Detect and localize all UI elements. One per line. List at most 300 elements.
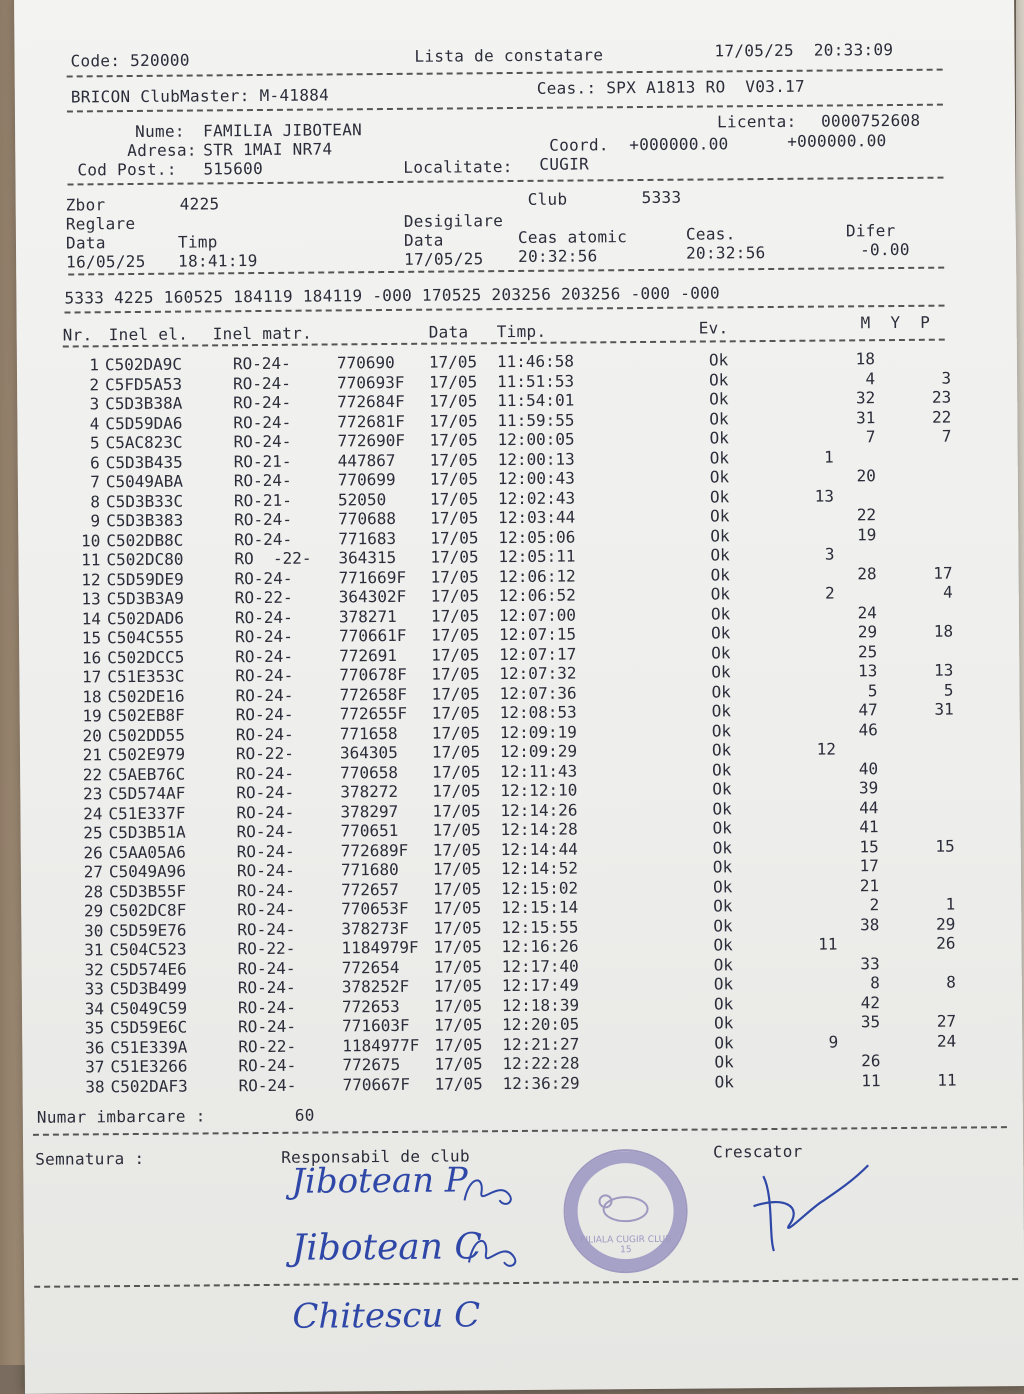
cell-el: C502DC8F (109, 900, 187, 921)
cell-matr: 770658 (340, 762, 399, 782)
cell-ev: Ok (709, 467, 730, 487)
cell-p: 8 (946, 972, 956, 992)
cell-time: 12:07:15 (498, 624, 577, 645)
report-sheet (14, 0, 1024, 1394)
cell-nr: 12 (81, 569, 101, 589)
cell-date: 17/05 (433, 937, 482, 957)
code-line: 5333 4225 160525 184119 184119 -000 170525 203256 203256 -000 -000 (64, 283, 721, 308)
cell-date: 17/05 (433, 956, 482, 977)
cell-matr: 770653F (341, 898, 409, 919)
cell-nr: 35 (84, 1018, 105, 1038)
coord-label: Coord. (549, 135, 609, 155)
cell-time: 12:18:39 (501, 995, 580, 1015)
desigilare-date: 17/05/25 (404, 249, 484, 269)
cell-m: 11 (818, 934, 838, 954)
cell-time: 11:54:01 (497, 390, 575, 411)
cell-date: 17/05 (431, 742, 481, 762)
cell-nr: 7 (90, 472, 100, 492)
cell-nr: 20 (82, 725, 102, 745)
reglare-date: 16/05/25 (66, 251, 146, 272)
cell-matr: 364302F (338, 586, 407, 607)
cell-ro: RO-22- (237, 938, 296, 959)
cell-p: 26 (936, 933, 956, 953)
cell-el: C5D3B38A (105, 393, 183, 414)
cell-ev: Ok (708, 350, 729, 370)
cell-date: 17/05 (428, 371, 478, 392)
cell-time: 12:14:28 (500, 819, 578, 840)
cell-nr: 1 (89, 355, 100, 375)
owner-name: FAMILIA JIBOTEAN (203, 120, 363, 141)
cell-y: 8 (870, 973, 880, 993)
embark-count: 60 (294, 1105, 315, 1125)
cell-el: C5D3B435 (105, 452, 183, 472)
cell-el: C5D59E6C (110, 1017, 188, 1038)
cell-el: C5AC823C (105, 432, 183, 453)
cell-ro: RO-24- (235, 724, 294, 744)
cell-time: 12:07:36 (499, 683, 577, 703)
cell-ev: Ok (711, 681, 731, 701)
cell-nr: 37 (85, 1057, 105, 1077)
col-ev: Ev. (698, 318, 729, 338)
cell-time: 12:15:55 (501, 917, 579, 937)
cell-date: 17/05 (431, 722, 481, 743)
cell-nr: 28 (83, 881, 104, 901)
cell-y: 4 (865, 368, 876, 388)
cell-y: 15 (859, 836, 879, 856)
postal-code: 515600 (203, 158, 264, 179)
cell-p: 18 (933, 621, 954, 641)
cell-y: 7 (865, 427, 876, 447)
cell-time: 12:16:26 (501, 936, 579, 957)
col-inel-el: Inel el. (108, 324, 189, 345)
cell-el: C5D3B55F (108, 881, 187, 901)
cell-ev: Ok (709, 389, 729, 409)
cell-date: 17/05 (432, 859, 482, 879)
coord-2: +000000.00 (787, 131, 887, 151)
cell-nr: 14 (81, 608, 101, 628)
cell-matr: 772655F (339, 703, 408, 724)
semnatura-label: Semnatura : (35, 1148, 145, 1169)
cell-ev: Ok (711, 662, 731, 682)
cell-ro: RO-24- (233, 412, 292, 432)
cell-nr: 32 (84, 959, 104, 979)
cell-time: 12:21:27 (502, 1034, 580, 1054)
cell-time: 12:14:26 (500, 800, 578, 820)
cell-time: 12:15:02 (500, 878, 579, 898)
cell-matr: 378272 (340, 781, 399, 802)
cell-time: 12:00:43 (497, 468, 575, 489)
cell-ev: Ok (709, 447, 730, 467)
cell-time: 12:17:40 (501, 956, 579, 976)
cell-date: 17/05 (434, 1015, 483, 1035)
cell-y: 31 (856, 407, 876, 427)
cell-ro: RO-24- (234, 529, 293, 549)
divider (68, 177, 944, 186)
cell-el: C502DD55 (107, 725, 185, 745)
grower-signature (743, 1155, 874, 1256)
cell-ev: Ok (712, 857, 733, 877)
cell-y: 35 (860, 1012, 881, 1032)
cell-time: 12:12:10 (500, 780, 578, 801)
cell-ev: Ok (712, 759, 732, 779)
cell-matr: 52050 (337, 489, 387, 509)
system-id: BRICON ClubMaster: M-41884 (70, 85, 330, 107)
cell-y: 47 (858, 700, 878, 720)
cell-nr: 2 (89, 374, 100, 394)
cell-matr: 770667F (342, 1074, 411, 1094)
cell-el: C502E979 (107, 744, 186, 765)
cell-ev: Ok (710, 545, 730, 565)
cell-p: 31 (934, 699, 954, 719)
cell-date: 17/05 (430, 527, 479, 548)
cell-ro: RO-24- (233, 373, 291, 393)
cell-el: C5049ABA (105, 471, 183, 492)
cell-nr: 27 (83, 862, 103, 882)
license-label: Licenta: (716, 111, 797, 132)
cell-ro: RO-24- (235, 685, 294, 705)
cell-m: 3 (824, 544, 835, 564)
cell-ro: RO-24- (235, 665, 294, 686)
cell-ro: RO-21- (233, 451, 292, 471)
cell-nr: 10 (80, 530, 101, 550)
club-stamp (563, 1149, 688, 1274)
divider (33, 1126, 1007, 1136)
cell-matr: 771683 (338, 528, 397, 548)
reglare-time: 18:41:19 (178, 251, 258, 271)
cell-date: 17/05 (434, 1073, 483, 1094)
cell-ev: Ok (713, 954, 733, 974)
cell-matr: 772658F (339, 684, 408, 704)
cell-nr: 34 (84, 998, 105, 1018)
cell-time: 12:09:29 (499, 741, 578, 762)
cell-date: 17/05 (434, 1054, 483, 1074)
cell-matr: 378273F (341, 918, 409, 938)
cell-time: 12:06:12 (498, 566, 576, 586)
col-myp: M Y P (860, 312, 931, 333)
cell-matr: 772653 (341, 996, 400, 1016)
cell-matr: 1184977F (342, 1035, 420, 1055)
cell-matr: 378271 (338, 606, 397, 626)
cell-time: 12:20:05 (502, 1014, 580, 1035)
cell-time: 12:14:44 (500, 839, 578, 859)
cell-el: C5D59DE9 (106, 569, 184, 589)
cell-el: C5D3B33C (105, 491, 184, 511)
cell-date: 17/05 (432, 781, 481, 801)
cell-ro: RO-24- (234, 626, 293, 647)
cell-y: 38 (860, 914, 880, 934)
cell-matr: 1184979F (341, 937, 419, 958)
cell-ro: RO-24- (236, 802, 295, 822)
cell-ro: RO-24- (236, 782, 295, 803)
cell-time: 12:07:32 (499, 663, 577, 684)
cell-ev: Ok (709, 428, 729, 448)
cell-el: C502DAF3 (110, 1076, 188, 1096)
signature-3: Chitescu C (292, 1295, 481, 1337)
code: Code: 520000 (70, 50, 190, 71)
zbor-number: 4225 (179, 194, 220, 214)
cell-matr: 772690F (337, 430, 406, 451)
cell-date: 17/05 (430, 566, 479, 587)
cell-time: 12:06:52 (498, 585, 576, 606)
cell-date: 17/05 (429, 449, 478, 470)
cell-ev: Ok (710, 506, 730, 526)
cell-y: 33 (860, 953, 880, 973)
cell-ev: Ok (709, 486, 730, 506)
cell-time: 12:08:53 (499, 702, 577, 723)
cell-time: 12:11:43 (500, 761, 578, 781)
cell-el: C5D574AF (108, 783, 186, 804)
cell-p: 13 (934, 660, 954, 680)
cell-ro: RO-24- (238, 1075, 297, 1095)
cell-nr: 26 (83, 842, 103, 862)
cell-date: 17/05 (430, 508, 479, 528)
cell-ro: RO-24- (236, 860, 295, 881)
name-label: Nume: (135, 121, 185, 141)
cell-matr: 772675 (342, 1054, 401, 1075)
cell-p: 1 (945, 894, 956, 914)
cell-ro: RO-24- (234, 568, 293, 588)
cell-y: 24 (857, 602, 877, 622)
cell-nr: 16 (81, 647, 102, 667)
cell-time: 12:36:29 (502, 1073, 580, 1093)
cell-matr: 770690 (336, 352, 395, 373)
cell-ro: RO-22- (234, 587, 293, 608)
cell-p: 7 (941, 426, 952, 446)
cell-date: 17/05 (430, 547, 479, 567)
cell-nr: 18 (82, 686, 102, 706)
divider (34, 1278, 1018, 1288)
cell-y: 20 (856, 466, 876, 486)
cell-el: C5FD5A53 (105, 374, 183, 394)
crescator-label: Crescator (713, 1141, 803, 1162)
cell-ev: Ok (711, 720, 732, 740)
reglare-label: Reglare (65, 213, 136, 234)
cell-y: 39 (858, 778, 879, 798)
cell-ev: Ok (713, 974, 734, 994)
cell-time: 11:51:53 (496, 371, 575, 391)
cell-time: 12:07:00 (498, 605, 577, 625)
cell-p: 17 (933, 563, 953, 583)
cell-el: C502DCC5 (107, 647, 185, 667)
col-timp: Timp. (496, 321, 547, 342)
club-label: Club (527, 189, 568, 209)
cell-nr: 31 (84, 940, 104, 960)
cell-p: 29 (936, 914, 956, 934)
cell-date: 17/05 (431, 683, 480, 704)
cell-el: C5D3B383 (106, 510, 184, 531)
cell-p: 23 (931, 387, 952, 407)
cell-ro: RO-24- (238, 1016, 297, 1037)
cell-date: 17/05 (428, 352, 478, 372)
cell-p: 15 (935, 836, 955, 856)
cell-nr: 17 (82, 667, 102, 687)
cell-y: 19 (856, 524, 877, 544)
cell-matr: 772684F (337, 391, 405, 412)
cell-matr: 771680 (340, 859, 399, 880)
difer-label: Difer (845, 221, 896, 241)
cell-el: C504C523 (109, 939, 187, 960)
cell-matr: 378252F (341, 976, 410, 997)
coord-1: +000000.00 (629, 134, 729, 155)
cell-date: 17/05 (430, 625, 480, 645)
cell-ro: RO-24- (232, 353, 291, 374)
cell-matr: 378297 (340, 801, 399, 821)
cell-matr: 770678F (339, 664, 407, 685)
cell-ev: Ok (709, 408, 729, 428)
cell-ro: RO-24- (237, 899, 296, 920)
locality: CUGIR (539, 154, 590, 174)
cell-date: 17/05 (432, 800, 481, 821)
cell-y: 11 (861, 1070, 881, 1090)
cell-m: 1 (823, 447, 834, 467)
col-inel-matr: Inel matr. (212, 323, 313, 344)
cell-el: C5AEB76C (108, 764, 186, 784)
cell-time: 12:07:17 (499, 644, 577, 664)
cell-date: 17/05 (432, 820, 481, 840)
cell-ro: RO-24- (235, 646, 294, 666)
cell-nr: 38 (85, 1076, 105, 1096)
cell-el: C51E353C (107, 666, 185, 687)
cell-p: 4 (943, 582, 953, 602)
cell-ro: RO-21- (233, 490, 292, 510)
cell-ro: RO-24- (235, 704, 294, 725)
cell-time: 12:22:28 (502, 1053, 580, 1074)
cell-matr: 772654 (341, 957, 400, 977)
cell-nr: 25 (83, 823, 103, 843)
cell-el: C5D3B51A (108, 822, 186, 843)
cell-ev: Ok (714, 1032, 734, 1052)
cell-ro: RO-24- (233, 470, 292, 491)
cell-el: C502DAD6 (106, 608, 185, 628)
cell-matr: 771669F (338, 567, 407, 587)
cell-el: C502EB8F (107, 705, 185, 726)
zbor-label: Zbor (65, 195, 106, 215)
cell-y: 29 (857, 622, 878, 642)
cell-matr: 770693F (337, 372, 405, 392)
cell-el: C51E3266 (110, 1056, 188, 1077)
cell-date: 17/05 (432, 878, 482, 899)
cell-el: C502DC80 (106, 549, 184, 570)
cell-p: 22 (932, 407, 952, 427)
cell-date: 17/05 (429, 488, 479, 509)
cell-matr: 772681F (337, 411, 405, 431)
cell-nr: 30 (84, 920, 104, 940)
cell-matr: 772657 (340, 879, 399, 899)
cell-nr: 24 (83, 803, 103, 823)
cell-el: C51E337F (108, 803, 186, 823)
cell-y: 2 (869, 895, 880, 915)
divider (67, 69, 943, 78)
cell-ro: RO-24- (238, 1055, 297, 1076)
owner-address: STR 1MAI NR74 (203, 139, 333, 160)
cell-nr: 13 (81, 589, 101, 609)
report-title: Lista de constatare (414, 45, 604, 66)
cell-date: 17/05 (434, 1034, 483, 1055)
cell-el: C5AA05A6 (108, 842, 186, 862)
cell-y: 22 (856, 505, 877, 525)
cell-el: C5D3B499 (109, 978, 187, 999)
cell-ro: RO-24- (237, 977, 296, 998)
atomic-time: 20:32:56 (518, 246, 598, 266)
cell-nr: 19 (82, 706, 102, 726)
cell-ro: RO-24- (233, 431, 292, 452)
desigilare-label: Desigilare (403, 211, 504, 231)
cell-date: 17/05 (429, 391, 478, 411)
cell-ro: RO-24- (234, 509, 293, 530)
cell-y: 28 (857, 563, 877, 583)
cell-ro: RO-24- (237, 997, 296, 1017)
cell-time: 12:00:05 (497, 429, 575, 450)
cell-date: 17/05 (432, 839, 481, 860)
cell-nr: 9 (90, 511, 101, 531)
cell-ev: Ok (710, 564, 730, 584)
cell-date: 17/05 (433, 898, 482, 918)
cell-ev: Ok (712, 779, 732, 799)
cell-nr: 4 (89, 413, 100, 433)
cell-y: 26 (861, 1051, 881, 1071)
cell-ro: RO-24- (237, 958, 296, 978)
cell-time: 12:15:14 (501, 897, 579, 918)
cell-date: 17/05 (431, 703, 480, 723)
desigilare-data-label: Data (403, 230, 444, 250)
cell-y: 42 (860, 992, 881, 1012)
cell-ro: RO-24- (236, 821, 295, 842)
signature-2: Jibotean C (291, 1226, 483, 1269)
cell-ev: Ok (713, 993, 734, 1013)
cell-nr: 15 (81, 628, 102, 648)
cell-el: C5D574E6 (109, 959, 187, 979)
postal-label: Cod Post.: (77, 159, 177, 180)
cell-time: 12:05:06 (498, 527, 576, 547)
responsabil-label: Responsabil de club (281, 1146, 470, 1167)
cell-date: 17/05 (433, 917, 482, 938)
initials-mark-1 (459, 1170, 519, 1210)
cell-nr: 29 (83, 901, 104, 921)
cell-time: 11:46:58 (496, 351, 575, 372)
cell-ev: Ok (714, 1013, 734, 1033)
cell-el: C5D59E76 (109, 920, 187, 940)
report-datetime: 17/05/25 20:33:09 (714, 40, 894, 61)
cell-el: C502DB8C (106, 530, 184, 550)
cell-ev: Ok (713, 896, 733, 916)
cell-time: 12:09:19 (499, 722, 577, 742)
cell-nr: 11 (81, 550, 101, 570)
cell-ro: RO-24- (236, 841, 295, 861)
cell-el: C5049C59 (109, 998, 188, 1018)
cell-date: 17/05 (429, 430, 478, 450)
cell-ev: Ok (712, 818, 732, 838)
cell-matr: 771603F (342, 1015, 410, 1036)
cell-date: 17/05 (433, 995, 483, 1016)
cell-y: 40 (858, 758, 879, 778)
cell-matr: 770699 (337, 469, 396, 490)
cell-matr: 772689F (340, 840, 409, 860)
cell-nr: 21 (82, 745, 103, 765)
cell-el: C5049A96 (108, 861, 187, 882)
club-number: 5333 (641, 187, 682, 208)
cell-nr: 36 (84, 1037, 105, 1057)
cell-nr: 8 (90, 491, 101, 511)
cell-time: 12:02:43 (497, 488, 576, 508)
cell-time: 12:17:49 (501, 975, 579, 996)
cell-y: 18 (855, 349, 875, 369)
cell-p: 27 (936, 1011, 957, 1031)
cell-el: C504C555 (106, 627, 185, 648)
ceas-atomic-label: Ceas atomic (517, 227, 628, 247)
cell-m: 2 (825, 583, 835, 603)
cell-ev: Ok (710, 525, 730, 545)
cell-y: 25 (857, 641, 878, 661)
